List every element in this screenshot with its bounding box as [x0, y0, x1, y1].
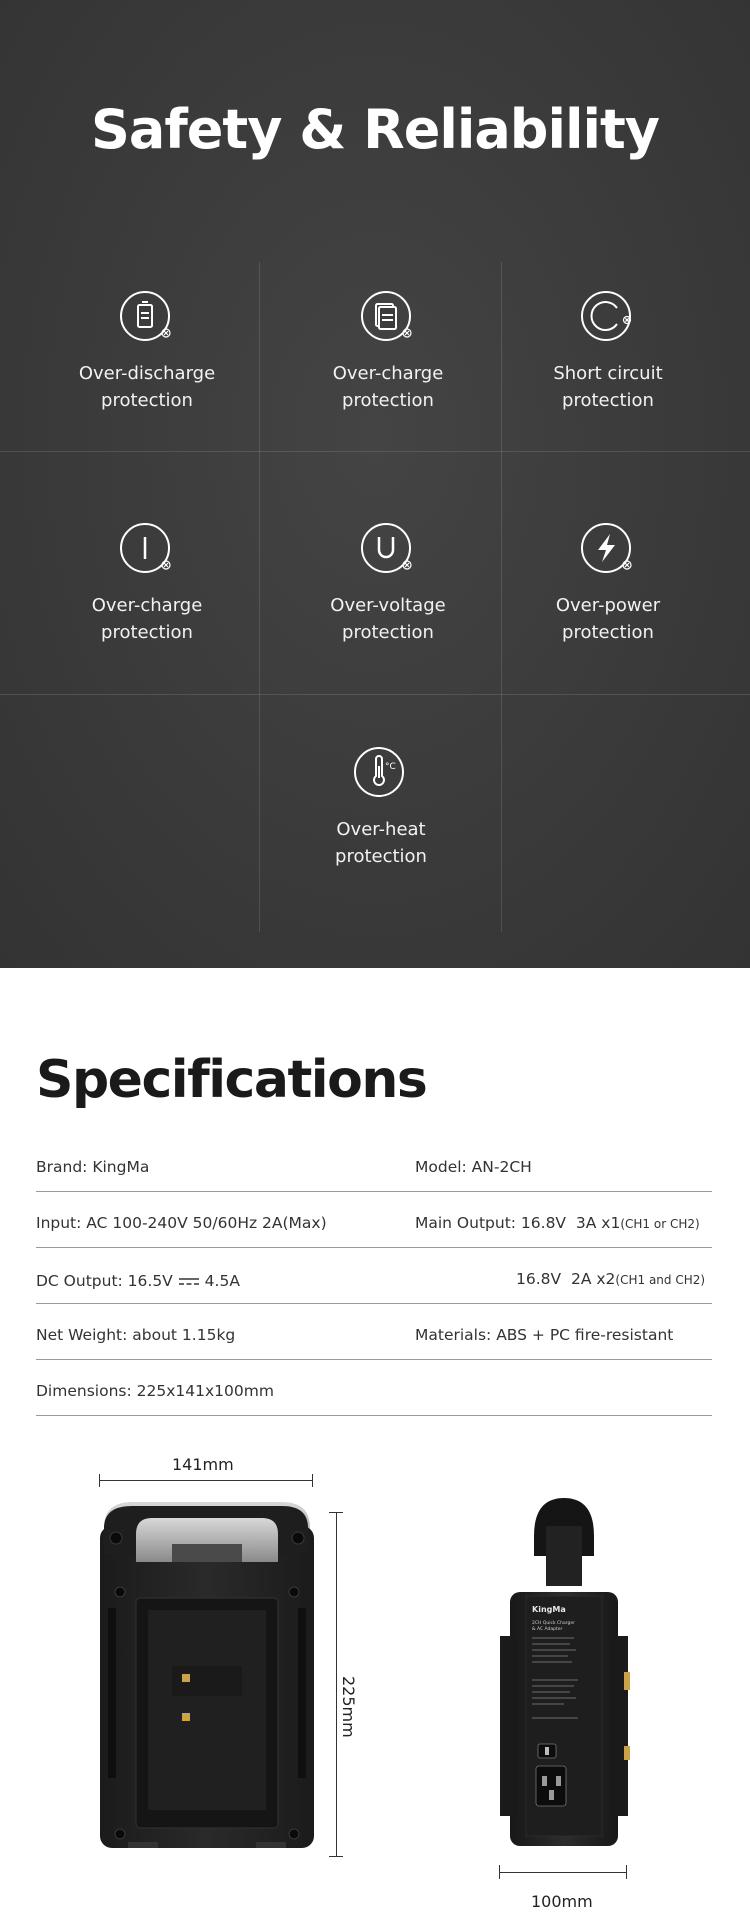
spec-dimensions: Dimensions: 225x141x100mm — [36, 1382, 274, 1400]
grid-divider — [0, 451, 750, 452]
spec-main-output-2 — [516, 1270, 705, 1288]
feature-label: Short circuit — [553, 363, 663, 384]
feature-over-discharge — [27, 290, 267, 414]
battery-charge-icon — [360, 290, 416, 346]
dimension-tick — [329, 1512, 343, 1513]
feature-label: protection — [101, 390, 193, 411]
feature-label: protection — [562, 622, 654, 643]
voltage-icon — [360, 522, 416, 578]
brand-label: KingMa — [532, 1605, 566, 1614]
dimension-tick — [312, 1474, 313, 1487]
feature-over-voltage — [268, 522, 508, 646]
spec-row — [36, 1192, 712, 1248]
feature-label: Over-power — [555, 595, 661, 616]
feature-label: Over-charge — [332, 363, 444, 384]
spec-row — [36, 1248, 712, 1304]
product-label: 2CH Quick Charger — [532, 1621, 575, 1626]
short-circuit-icon — [580, 290, 636, 346]
dimension-line — [499, 1872, 627, 1873]
spec-net-weight: Net Weight: about 1.15kg — [36, 1326, 236, 1344]
spec-row — [36, 1136, 712, 1192]
height-label: 225mm — [339, 1676, 358, 1738]
spec-main-output-2-note: (CH1 and CH2) — [615, 1273, 706, 1287]
spec-main-output-2-value: 16.8V 2A x2 — [516, 1270, 616, 1288]
feature-label: Over-discharge — [78, 363, 216, 384]
grid-divider — [0, 694, 750, 695]
feature-label: protection — [562, 390, 654, 411]
dimension-tick — [329, 1856, 343, 1857]
lightning-icon — [580, 522, 636, 578]
width-label: 141mm — [172, 1455, 234, 1474]
feature-label: protection — [101, 622, 193, 643]
product-label: & AC Adapter — [532, 1627, 563, 1632]
feature-label: Over-heat — [336, 819, 426, 840]
feature-label: protection — [335, 846, 427, 867]
current-icon — [119, 522, 175, 578]
spec-row — [36, 1360, 712, 1416]
svg-text:°C: °C — [385, 762, 396, 772]
spec-main-output-value: Main Output: 16.8V 3A x1 — [415, 1214, 621, 1232]
thermometer-icon — [353, 746, 409, 802]
dimension-tick — [499, 1865, 500, 1879]
charger-front-view — [98, 1498, 316, 1850]
battery-icon — [119, 290, 175, 346]
spec-materials: Materials: ABS + PC fire-resistant — [415, 1326, 674, 1344]
spec-dc-output-suffix: 4.5A — [204, 1272, 240, 1290]
spec-dc-output — [36, 1272, 240, 1290]
spec-brand: Brand: KingMa — [36, 1158, 150, 1176]
spec-main-output — [415, 1214, 700, 1232]
dimension-line — [336, 1512, 337, 1857]
feature-label: protection — [342, 622, 434, 643]
dimension-tick — [626, 1865, 627, 1879]
dimension-tick — [99, 1474, 100, 1487]
charger-side-view — [494, 1496, 634, 1850]
depth-label: 100mm — [531, 1892, 593, 1911]
feature-over-heat — [261, 746, 501, 870]
feature-short-circuit — [488, 290, 728, 414]
feature-label: protection — [342, 390, 434, 411]
feature-over-power — [488, 522, 728, 646]
spec-main-output-note: (CH1 or CH2) — [620, 1217, 700, 1231]
dimension-line — [99, 1480, 313, 1481]
feature-over-charge — [268, 290, 508, 414]
feature-over-charge-current — [27, 522, 267, 646]
dc-symbol-icon — [179, 1277, 199, 1287]
feature-label: Over-charge — [91, 595, 203, 616]
spec-model: Model: AN-2CH — [415, 1158, 532, 1176]
spec-input: Input: AC 100-240V 50/60Hz 2A(Max) — [36, 1214, 327, 1232]
spec-dc-output-prefix: DC Output: 16.5V — [36, 1272, 173, 1290]
specifications-title: Specifications — [36, 1050, 427, 1110]
spec-row — [36, 1304, 712, 1360]
safety-title: Safety & Reliability — [90, 98, 659, 161]
feature-label: Over-voltage — [330, 595, 446, 616]
